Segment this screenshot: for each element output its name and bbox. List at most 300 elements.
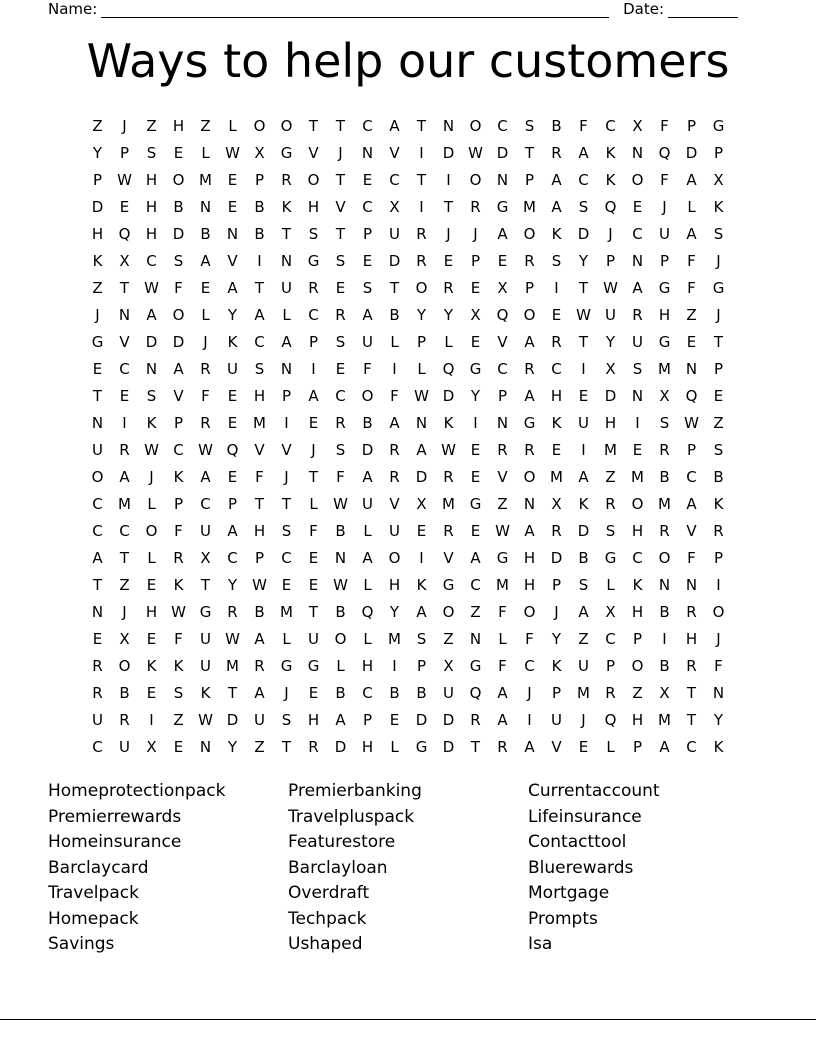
grid-letter: B [254,224,265,243]
grid-letter: J [122,116,127,135]
grid-letter: K [146,656,157,675]
grid-letter: E [200,278,211,297]
grid-letter: C [632,548,643,567]
grid-letter: C [92,737,103,756]
grid-letter: K [578,494,589,513]
grid-letter: U [578,413,589,432]
grid-letter: X [146,737,157,756]
grid-letter: L [147,548,156,567]
grid-letter: A [119,467,130,486]
grid-letter: R [92,656,103,675]
grid-letter: O [172,305,185,324]
word-list-column [528,779,768,958]
grid-letter: J [338,143,343,162]
grid-letter: B [335,683,346,702]
grid-letter: I [581,359,586,378]
grid-letter: T [578,278,589,297]
grid-letter: N [280,251,293,270]
grid-letter: Y [227,737,238,756]
grid-letter: O [388,548,401,567]
grid-letter: V [335,197,346,216]
grid-letter: F [174,521,183,540]
grid-letter: O [280,116,293,135]
grid-letter: K [281,197,292,216]
grid-letter: I [446,170,451,189]
grid-letter: G [712,278,725,297]
grid-letter: G [658,332,671,351]
grid-letter: A [173,359,184,378]
grid-letter: A [362,548,373,567]
grid-letter: R [200,359,211,378]
grid-letter: T [308,602,319,621]
grid-letter: S [146,143,157,162]
grid-letter: C [362,197,373,216]
grid-row [84,517,732,544]
word-list-item: Bluerewards [528,857,634,878]
grid-letter: M [658,359,671,378]
grid-letter: X [119,251,130,270]
grid-letter: B [416,683,427,702]
grid-letter: R [308,278,319,297]
grid-row [84,598,732,625]
grid-letter: E [551,305,562,324]
grid-letter: F [498,656,507,675]
grid-row [84,166,732,193]
grid-letter: Q [685,386,698,405]
grid-letter: V [389,143,400,162]
grid-letter: T [119,548,130,567]
grid-letter: T [713,332,724,351]
grid-letter: W [441,440,456,459]
grid-letter: Q [604,710,617,729]
grid-letter: U [578,656,589,675]
grid-letter: M [226,656,239,675]
grid-letter: C [551,359,562,378]
grid-letter: J [284,467,289,486]
grid-letter: I [419,197,424,216]
grid-letter: B [713,467,724,486]
grid-row [84,490,732,517]
header [48,0,738,18]
grid-letter: R [308,737,319,756]
grid-letter: D [442,710,455,729]
grid-letter: E [470,278,481,297]
grid-letter: N [415,413,428,432]
grid-letter: C [92,521,103,540]
grid-letter: C [470,575,481,594]
grid-letter: I [392,656,397,675]
grid-letter: N [118,305,131,324]
grid-letter: I [473,413,478,432]
grid-letter: L [282,305,291,324]
grid-letter: E [92,629,103,648]
grid-letter: M [577,683,590,702]
grid-letter: C [686,737,697,756]
grid-letter: U [200,656,211,675]
grid-letter: R [119,440,130,459]
grid-letter: O [442,602,455,621]
grid-letter: X [659,683,670,702]
grid-letter: E [470,332,481,351]
grid-letter: B [119,683,130,702]
grid-letter: F [498,602,507,621]
grid-letter: O [523,602,536,621]
grid-letter: R [497,440,508,459]
word-list-item: Barclaycard [48,857,149,878]
grid-row [84,409,732,436]
grid-letter: D [550,548,563,567]
grid-letter: A [227,278,238,297]
grid-letter: F [255,467,264,486]
grid-letter: N [226,224,239,243]
grid-letter: M [658,494,671,513]
grid-letter: D [442,386,455,405]
grid-letter: I [716,575,721,594]
grid-letter: B [362,413,373,432]
grid-letter: I [419,143,424,162]
grid-letter: K [605,170,616,189]
grid-letter: N [199,737,212,756]
grid-letter: A [686,170,697,189]
grid-letter: O [523,224,536,243]
grid-letter: V [119,332,130,351]
grid-letter: A [524,737,535,756]
grid-row [84,652,732,679]
grid-letter: E [146,629,157,648]
grid-letter: N [280,359,293,378]
word-list-item: Premierbanking [288,781,422,801]
word-list-item: Savings [48,934,115,954]
word-list-column [48,779,288,958]
grid-letter: B [659,602,670,621]
word-list-item: Travelpack [48,883,139,903]
grid-letter: M [604,440,617,459]
grid-letter: H [631,521,644,540]
grid-letter: P [119,143,130,162]
grid-letter: J [716,629,721,648]
grid-letter: F [174,629,183,648]
date-label: Date: [623,0,664,18]
grid-letter: K [146,413,157,432]
grid-letter: L [228,116,237,135]
grid-letter: V [281,440,292,459]
grid-letter: G [442,575,455,594]
grid-letter: E [443,251,454,270]
grid-letter: E [281,575,292,594]
grid-letter: X [551,494,562,513]
grid-letter: G [712,116,725,135]
grid-letter: L [309,494,318,513]
grid-letter: Z [254,737,265,756]
grid-letter: E [146,575,157,594]
grid-letter: Q [604,197,617,216]
grid-letter: S [578,575,589,594]
grid-letter: A [308,386,319,405]
grid-letter: U [605,305,616,324]
grid-letter: T [308,467,319,486]
grid-letter: V [254,440,265,459]
grid-letter: E [308,413,319,432]
grid-letter: Y [470,386,481,405]
grid-letter: E [308,683,319,702]
grid-letter: R [686,656,697,675]
grid-letter: W [144,278,159,297]
grid-letter: L [336,656,345,675]
grid-letter: W [225,629,240,648]
grid-letter: Z [92,278,103,297]
grid-letter: K [200,683,211,702]
grid-letter: W [495,521,510,540]
grid-letter: T [335,224,346,243]
grid-letter: L [498,629,507,648]
grid-letter: F [363,359,372,378]
grid-letter: G [496,548,509,567]
grid-letter: J [149,467,154,486]
grid-letter: K [173,467,184,486]
grid-letter: E [173,143,184,162]
grid-letter: M [388,629,401,648]
grid-letter: F [660,116,669,135]
grid-letter: U [92,710,103,729]
grid-letter: B [578,548,589,567]
grid-letter: Y [713,710,724,729]
grid-letter: C [497,116,508,135]
grid-letter: Z [92,116,103,135]
grid-letter: U [389,521,400,540]
grid-letter: U [308,629,319,648]
grid-letter: G [469,656,482,675]
grid-letter: R [389,440,400,459]
grid-letter: A [200,251,211,270]
grid-letter: S [308,224,319,243]
grid-letter: T [335,170,346,189]
grid-letter: T [470,737,481,756]
grid-letter: E [416,521,427,540]
grid-letter: A [497,683,508,702]
grid-letter: D [172,332,185,351]
grid-letter: E [551,440,562,459]
grid-letter: T [119,278,130,297]
grid-letter: B [389,305,400,324]
grid-letter: A [551,197,562,216]
grid-letter: A [632,278,643,297]
grid-letter: T [686,710,697,729]
grid-letter: J [716,251,721,270]
grid-letter: O [712,602,725,621]
grid-letter: D [496,143,509,162]
grid-letter: R [92,683,103,702]
grid-letter: T [254,494,265,513]
grid-letter: R [497,737,508,756]
grid-letter: C [146,251,157,270]
grid-letter: R [551,332,562,351]
grid-letter: Q [496,305,509,324]
grid-letter: A [470,548,481,567]
grid-letter: U [551,710,562,729]
grid-letter: O [631,170,644,189]
grid-letter: D [91,197,104,216]
grid-letter: T [416,170,427,189]
grid-letter: E [92,359,103,378]
word-list-item: Isa [528,934,553,954]
grid-letter: X [659,386,670,405]
grid-letter: E [578,386,589,405]
grid-letter: D [415,467,428,486]
grid-row [84,301,732,328]
grid-letter: M [442,494,455,513]
grid-letter: K [551,656,562,675]
date-input-line [668,2,738,18]
grid-letter: Q [118,224,131,243]
grid-letter: P [281,386,292,405]
grid-letter: Z [605,467,616,486]
grid-letter: C [605,629,616,648]
grid-letter: W [576,305,591,324]
grid-letter: R [227,602,238,621]
grid-letter: L [147,494,156,513]
grid-letter: L [606,575,615,594]
grid-letter: E [119,386,130,405]
grid-letter: K [173,575,184,594]
grid-letter: W [171,602,186,621]
grid-letter: P [713,548,724,567]
grid-letter: X [713,170,724,189]
grid-letter: R [389,467,400,486]
grid-letter: O [307,170,320,189]
grid-letter: G [469,494,482,513]
grid-letter: W [468,143,483,162]
grid-letter: T [524,143,535,162]
grid-letter: V [686,521,697,540]
name-label: Name: [48,0,98,18]
grid-letter: L [606,737,615,756]
word-list-item: Premierrewards [48,806,182,827]
grid-letter: P [92,170,103,189]
grid-letter: P [551,575,562,594]
grid-letter: H [361,656,374,675]
grid-letter: N [199,197,212,216]
grid-letter: T [443,197,454,216]
grid-letter: Z [632,683,643,702]
grid-letter: A [281,332,292,351]
grid-letter: I [149,710,154,729]
grid-letter: E [173,737,184,756]
grid-letter: M [253,413,266,432]
grid-letter: S [281,521,292,540]
grid-row [84,193,732,220]
grid-letter: P [659,251,670,270]
grid-letter: X [443,656,454,675]
grid-letter: W [198,710,213,729]
grid-letter: H [145,170,158,189]
grid-letter: E [362,251,373,270]
grid-letter: C [524,656,535,675]
grid-letter: U [443,683,454,702]
grid-letter: J [581,710,586,729]
grid-letter: A [686,224,697,243]
grid-letter: L [201,143,210,162]
grid-letter: P [254,170,265,189]
grid-letter: R [686,602,697,621]
grid-letter: M [496,575,509,594]
grid-letter: Z [470,602,481,621]
grid-row [84,679,732,706]
word-list-item: Travelpluspack [288,806,415,827]
grid-letter: R [470,197,481,216]
grid-letter: J [716,305,721,324]
grid-letter: P [362,224,373,243]
grid-letter: T [92,575,103,594]
grid-letter: V [227,251,238,270]
word-list-item: Currentaccount [528,781,660,801]
grid-letter: L [363,575,372,594]
grid-letter: O [253,116,266,135]
grid-letter: G [91,332,104,351]
grid-letter: C [308,305,319,324]
grid-letter: H [253,521,266,540]
grid-letter: T [281,224,292,243]
grid-letter: M [658,710,671,729]
grid-letter: Y [92,143,103,162]
grid-letter: A [146,305,157,324]
grid-letter: P [524,170,535,189]
grid-letter: E [632,440,643,459]
grid-letter: R [659,521,670,540]
grid-letter: S [281,710,292,729]
grid-letter: Y [389,602,400,621]
grid-letter: A [416,602,427,621]
grid-letter: N [145,359,158,378]
grid-letter: S [659,413,670,432]
grid-letter: Z [686,305,697,324]
grid-letter: B [659,467,670,486]
grid-letter: R [119,710,130,729]
grid-letter: F [579,116,588,135]
grid-letter: H [631,710,644,729]
grid-letter: W [144,440,159,459]
grid-letter: K [416,575,427,594]
grid-letter: A [389,116,400,135]
grid-letter: T [92,386,103,405]
grid-letter: N [631,143,644,162]
grid-letter: U [281,278,292,297]
grid-letter: T [686,683,697,702]
grid-letter: S [173,683,184,702]
grid-letter: E [686,332,697,351]
grid-letter: D [577,224,590,243]
grid-letter: G [199,602,212,621]
grid-letter: V [497,332,508,351]
word-list-item: Contacttool [528,832,627,852]
grid-letter: A [335,710,346,729]
grid-letter: D [604,386,617,405]
grid-letter: C [200,494,211,513]
grid-letter: N [631,386,644,405]
grid-letter: C [173,440,184,459]
grid-letter: I [257,251,262,270]
grid-row [84,220,732,247]
grid-letter: F [687,278,696,297]
grid-letter: P [227,494,238,513]
grid-letter: T [281,737,292,756]
grid-letter: V [173,386,184,405]
grid-letter: R [443,521,454,540]
grid-letter: K [713,494,724,513]
grid-letter: E [497,251,508,270]
grid-row [84,274,732,301]
grid-letter: I [392,359,397,378]
grid-letter: S [524,116,535,135]
